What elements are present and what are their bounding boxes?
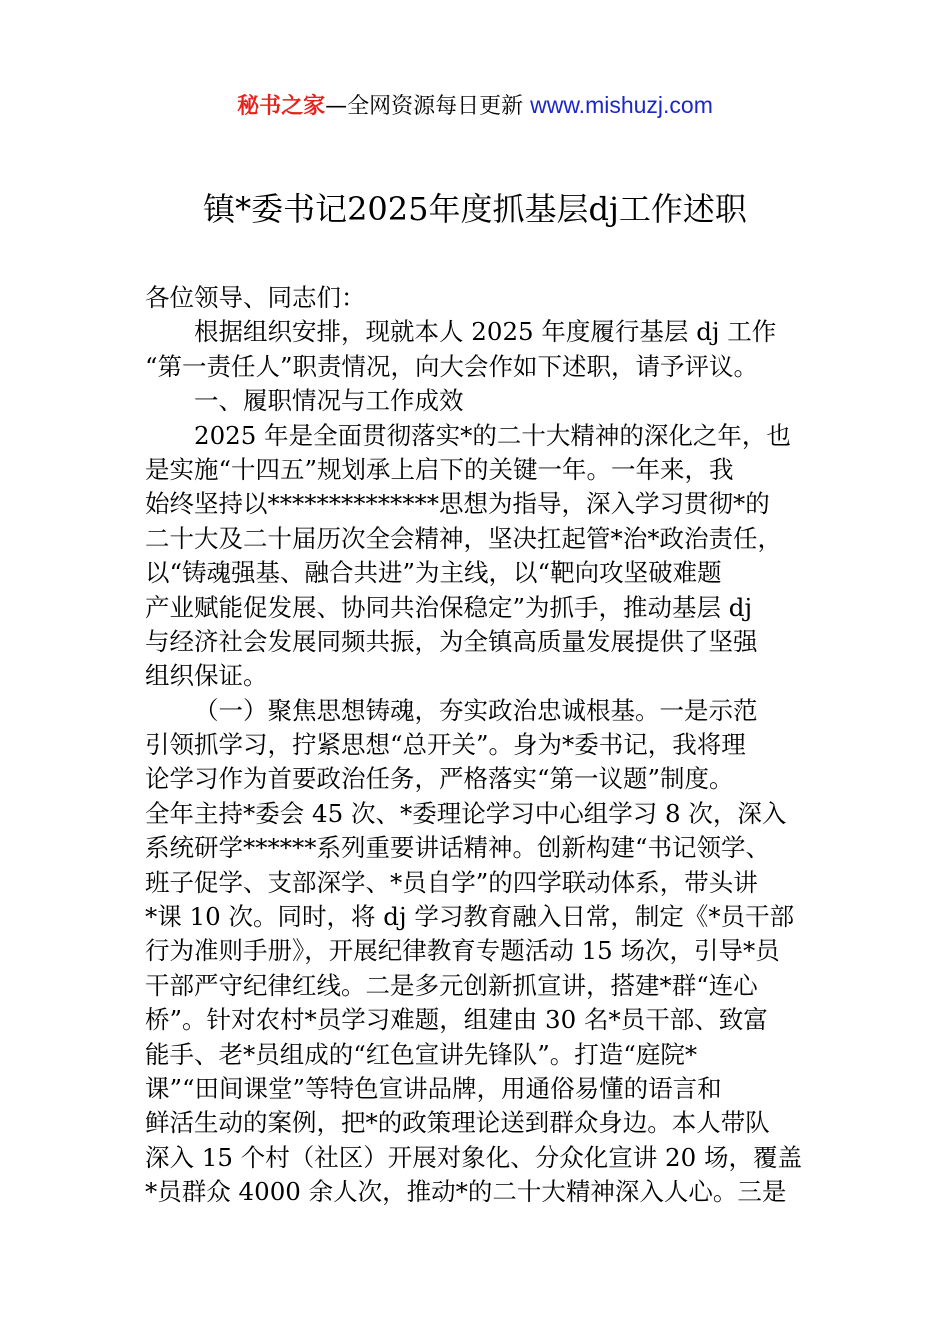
paragraph-line: 与经济社会发展同频共振，为全镇高质量发展提供了坚强 xyxy=(145,626,758,656)
paragraph-line: 课”“田间课堂”等特色宣讲品牌，用通俗易懂的语言和 xyxy=(145,1073,722,1103)
section-heading: 一、履职情况与工作成效 xyxy=(194,386,464,416)
paragraph-line: 二十大及二十届历次全会精神，坚决扛起管*治*政治责任， xyxy=(145,523,782,553)
paragraph-line: 产业赋能促发展、协同共治保稳定”为抓手，推动基层 dj xyxy=(145,592,753,622)
paragraph-line: 始终坚持以**************思想为指导，深入学习贯彻*的 xyxy=(145,489,770,519)
paragraph-line: 鲜活生动的案例，把*的政策理论送到群众身边。本人带队 xyxy=(145,1108,770,1138)
paragraph-line: 干部严守纪律红线。二是多元创新抓宣讲，搭建*群“连心 xyxy=(145,970,758,1000)
document-title: 镇*委书记2025年度抓基层dj工作述职 xyxy=(203,190,747,228)
paragraph-line: 桥”。针对农村*员学习难题，组建由 30 名*员干部、致富 xyxy=(145,1005,768,1035)
site-name: 秘书之家 xyxy=(237,94,326,119)
salutation: 各位领导、同志们： xyxy=(145,283,366,312)
paragraph-line: 能手、老*员组成的“红色宣讲先锋队”。打造“庭院* xyxy=(145,1039,698,1069)
paragraph-line: “第一责任人”职责情况，向大会作如下述职，请予评议。 xyxy=(145,351,759,381)
paragraph-line: 组织保证。 xyxy=(145,661,268,691)
paragraph-line: 深入 15 个村（社区）开展对象化、分众化宣讲 20 场，覆盖 xyxy=(145,1142,802,1172)
paragraph-line: 以“铸魂强基、融合共进”为主线，以“靶向攻坚破难题 xyxy=(145,558,722,588)
paragraph-line: 是实施“十四五”规划承上启下的关键一年。一年来，我 xyxy=(145,454,734,484)
paragraph-line: *员群众 4000 余人次，推动*的二十大精神深入人心。三是 xyxy=(145,1177,787,1207)
document-body xyxy=(145,281,810,1210)
paragraph-line: 班子促学、支部深学、*员自学”的四学联动体系，带头讲 xyxy=(145,867,758,897)
paragraph-line: 引领抓学习，拧紧思想“总开关”。身为*委书记，我将理 xyxy=(145,730,746,760)
paragraph-line: 行为准则手册》，开展纪律教育专题活动 15 场次，引导*员 xyxy=(145,936,780,966)
paragraph-line: 全年主持*委会 45 次、*委理论学习中心组学习 8 次，深入 xyxy=(145,798,787,828)
site-slogan: —全网资源每日更新 xyxy=(325,94,531,119)
paragraph-line: 系统研学******系列重要讲话精神。创新构建“书记领学、 xyxy=(145,833,771,863)
site-header xyxy=(0,88,950,124)
paragraph-line: 根据组织安排，现就本人 2025 年度履行基层 dj 工作 xyxy=(194,317,777,347)
site-url-link[interactable]: www.mishuzj.com xyxy=(530,92,713,118)
paragraph-line: 2025 年是全面贯彻落实*的二十大精神的深化之年，也 xyxy=(194,420,791,450)
paragraph-line: （一）聚焦思想铸魂，夯实政治忠诚根基。一是示范 xyxy=(194,695,758,725)
paragraph-line: *课 10 次。同时，将 dj 学习教育融入日常，制定《*员干部 xyxy=(145,902,795,932)
paragraph-line: 论学习作为首要政治任务，严格落实“第一议题”制度。 xyxy=(145,764,734,794)
